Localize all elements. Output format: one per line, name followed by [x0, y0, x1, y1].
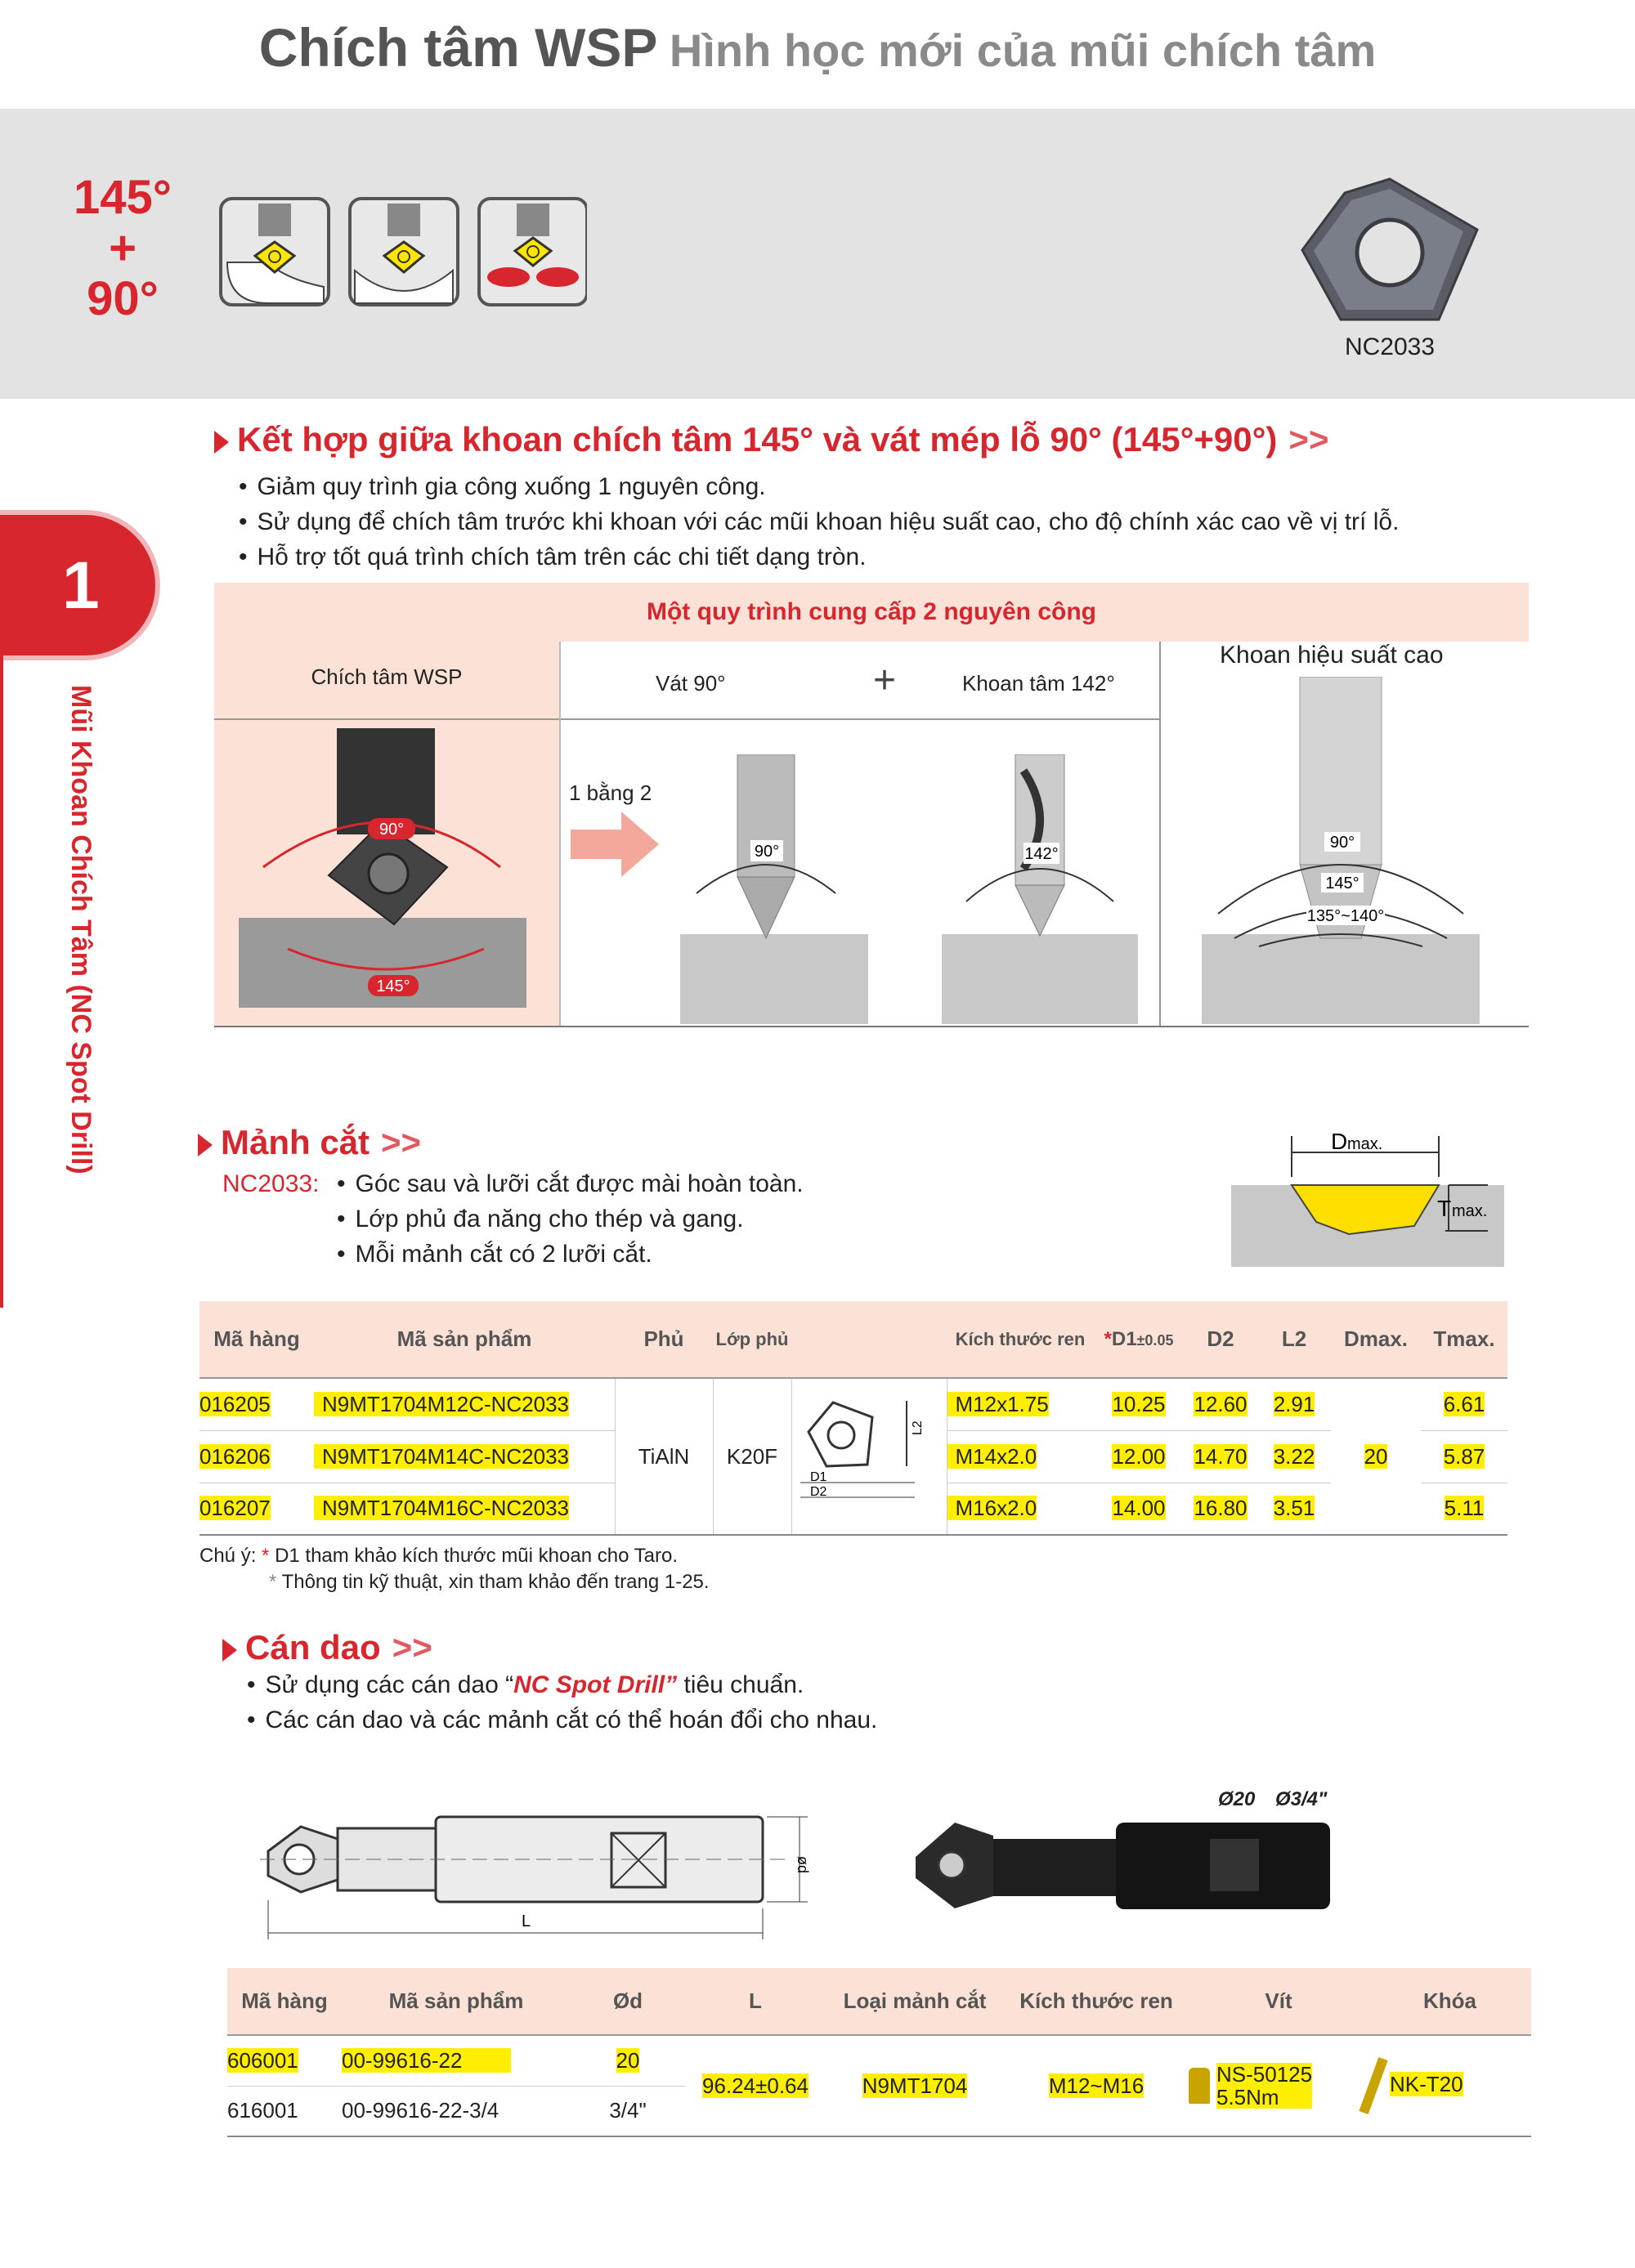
photo-label-d20: Ø20: [1218, 1788, 1256, 1810]
arrow-label: 1 bằng 2: [569, 781, 652, 805]
col-plus: +: [873, 659, 897, 702]
section2-prefix: NC2033:: [222, 1170, 320, 1197]
arrow-icon: [571, 812, 661, 877]
process-header: Một quy trình cung cấp 2 nguyên công: [214, 583, 1529, 642]
insert-table: Mã hàng Mã sản phẩm Phủ Lớp phủ Kích thước ren *D1±0.05 D2 L2 Dmax. Tmax. 016205 N9MT1704M12C-NC2033 TiAlN K20F L2 D1 D2 M12x1.75 10.25 12.60 2.91 20 6.61 016206 N9MT1704M14C-NC2033 M14x2.0 12.00 14.70 3.22 5.87 016207 N9MT1704M16C-NC2033 M16x2.0 14.00 16.80 3.51 5.11: [199, 1301, 1507, 1536]
holder-table: Mã hàng Mã sản phẩm Ød L Loại mảnh cắt Kích thước ren Vít Khóa 606001 00-99616-22 20 96.24±0.64 N9MT1704 M12~M16 NS-50125 5.5Nm NK-T20 616001 00-99616-22-3/4 3/4": [227, 1968, 1531, 2137]
notes: Chú ý: * D1 tham khảo kích thước mũi khoan cho Taro. * Thông tin kỹ thuật, xin tham khảo đến trang 1-25.: [199, 1545, 710, 1593]
side-tab-label: Mũi Khoan Chích Tâm (NC Spot Drill): [65, 685, 96, 1174]
holder-table-wrap: [227, 1968, 1531, 2137]
section1-title: Kết hợp giữa khoan chích tâm 145° và vát mép lỗ 90° (145°+90°) >>: [214, 420, 1328, 459]
section3-title: Cán dao >>: [222, 1628, 432, 1667]
svg-text:D1: D1: [809, 1470, 826, 1484]
side-tab-number: 1: [62, 548, 100, 623]
svg-text:90°: 90°: [754, 843, 780, 861]
side-tab: [0, 515, 155, 655]
table-row: 016205 N9MT1704M12C-NC2033 TiAlN K20F L2 D1 D2 M12x1.75 10.25 12.60 2.91 20 6.61: [199, 1378, 1507, 1430]
section3-bullets: • Sử dụng các cán dao “NC Spot Drill” tiêu chuẩn. • Các cán dao và các mảnh cắt có thể hoán đổi cho nhau.: [247, 1667, 877, 1738]
svg-text:T: T: [1437, 1196, 1452, 1221]
svg-text:145°: 145°: [1325, 875, 1360, 892]
screw-icon: [1189, 2068, 1210, 2104]
angle-plus: +: [109, 221, 137, 275]
holder-drawing: [260, 1794, 832, 1949]
process-icon-2: [350, 199, 458, 305]
center-drawing: [942, 754, 1138, 1024]
insert-image: [1296, 172, 1484, 336]
col-center-label: Khoan tâm 142°: [962, 671, 1115, 696]
svg-text:135°~140°: 135°~140°: [1306, 907, 1385, 925]
process-panel: [214, 583, 1529, 1028]
section2-bullets: • Góc sau và lưỡi cắt được mài hoàn toàn. • Lớp phủ đa năng cho thép và gang. • Mỗi mảnh cắt có 2 lưỡi cắt.: [337, 1166, 804, 1272]
bottom-rule: [214, 1026, 1529, 1027]
table-row: 016207 N9MT1704M16C-NC2033 M16x2.0 14.00 16.80 3.51 5.11: [199, 1483, 1507, 1535]
page-header: [0, 16, 1635, 78]
banner-angles: [49, 172, 196, 324]
dmax-tmax-diagram: [1226, 1120, 1512, 1271]
page-title: Chích tâm WSP: [258, 17, 658, 78]
insert-dimension-icon: [792, 1385, 939, 1523]
svg-text:D: D: [1331, 1129, 1348, 1154]
svg-text:90°: 90°: [1329, 834, 1355, 852]
table-row: 616001 00-99616-22-3/4 3/4": [227, 2086, 1531, 2136]
chamfer-drawing: [680, 754, 868, 1024]
svg-text:D2: D2: [809, 1484, 826, 1499]
triangle-icon: [222, 1639, 237, 1662]
page-subtitle: Hình học mới của mũi chích tâm: [669, 25, 1377, 76]
section1-bullets: • Giảm quy trình gia công xuống 1 nguyên công. • Sử dụng để chích tâm trước khi khoan với các mũi khoan hiệu suất cao, cho độ chính xác cao về vị trí lỗ. • Hỗ trợ tốt quá trình chích tâm trên các chi tiết dạng tròn.: [239, 469, 1399, 575]
svg-text:90°: 90°: [379, 821, 405, 839]
side-tab-line: [0, 654, 3, 1308]
process-icons: [219, 197, 587, 311]
insert-table-wrap: [199, 1301, 1507, 1536]
photo-label-d34: Ø3/4": [1275, 1788, 1328, 1810]
svg-text:145°: 145°: [376, 977, 410, 995]
angle-145: 145°: [74, 171, 172, 224]
triangle-icon: [198, 1134, 213, 1156]
angle-90: 90°: [87, 272, 159, 325]
svg-text:L2: L2: [910, 1420, 925, 1435]
svg-text:L: L: [522, 1912, 531, 1930]
col-wsp-label: Chích tâm WSP: [311, 664, 463, 689]
svg-text:max.: max.: [1347, 1135, 1383, 1153]
process-icon-3: [479, 199, 587, 305]
table-row: 016206 N9MT1704M14C-NC2033 M14x2.0 12.00 14.70 3.22 5.87: [199, 1430, 1507, 1483]
holder-photo: [916, 1806, 1341, 1917]
svg-text:max.: max.: [1452, 1202, 1488, 1220]
col-hp-label: Khoan hiệu suất cao: [1220, 642, 1444, 669]
col-chamfer-label: Vát 90°: [656, 671, 726, 696]
section2-title: Mảnh cắt >>: [198, 1123, 421, 1162]
banner: [0, 109, 1635, 399]
wsp-drawing: [239, 728, 549, 1018]
table-row: 606001 00-99616-22 20 96.24±0.64 N9MT1704 M12~M16 NS-50125 5.5Nm NK-T20: [227, 2035, 1531, 2086]
svg-text:142°: 142°: [1024, 845, 1059, 863]
divider: [1159, 642, 1161, 1026]
process-icon-1: [221, 199, 329, 305]
insert-label: NC2033: [1344, 333, 1436, 360]
divider: [214, 718, 1159, 720]
triangle-icon: [214, 431, 229, 454]
hp-drawing: [1202, 677, 1496, 1024]
divider: [559, 642, 561, 1026]
svg-text:ød: ød: [795, 1856, 811, 1874]
